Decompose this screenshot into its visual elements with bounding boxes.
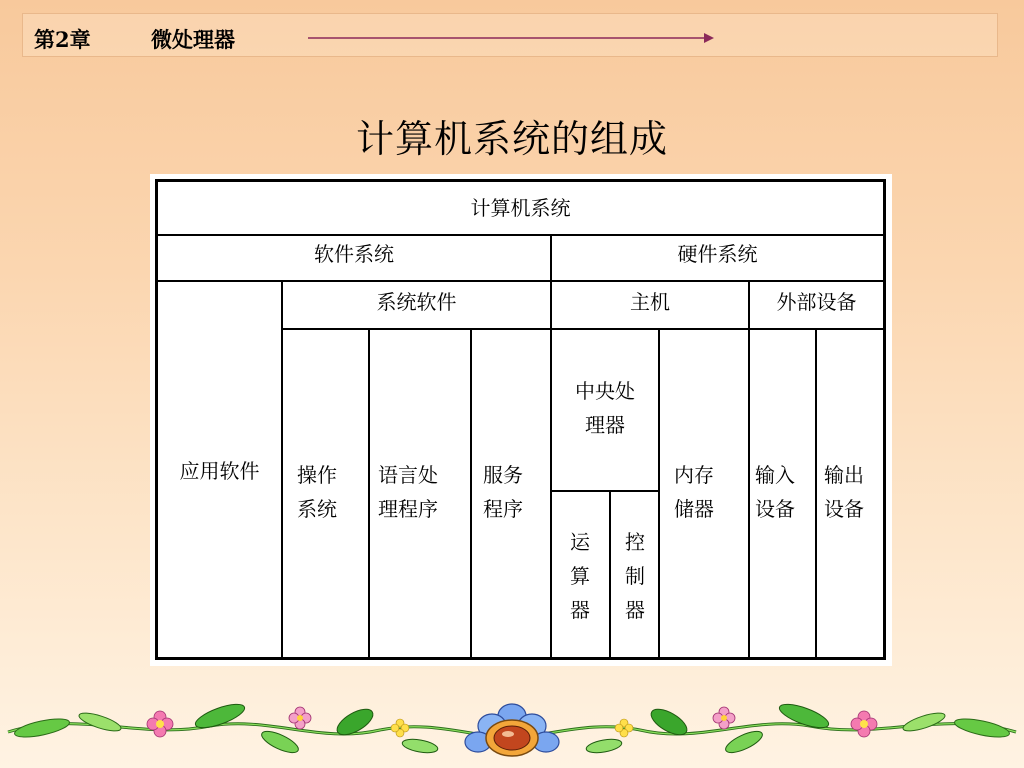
header-bar (22, 13, 998, 57)
table-line (281, 328, 883, 330)
cell-output-device (824, 458, 864, 526)
cell-operating-system (297, 458, 337, 526)
cell-line: 制 (625, 564, 645, 588)
table-line (470, 328, 472, 657)
arrow-decoration (308, 28, 718, 48)
cell-language-processor (378, 458, 438, 526)
composition-table (150, 174, 892, 666)
chapter-number: 第2章 (34, 27, 91, 52)
cell-line: 设备 (824, 497, 864, 521)
cell-line: 系统 (297, 497, 337, 521)
table-line (551, 490, 659, 492)
cell-software-system: 软件系统 (314, 242, 394, 266)
cell-cpu (551, 374, 659, 442)
table-line (368, 328, 370, 657)
cell-line: 程序 (483, 497, 523, 521)
cell-main-memory (674, 458, 714, 526)
cell-line: 储器 (674, 497, 714, 521)
cell-service-program (483, 458, 523, 526)
table-line (815, 328, 817, 657)
cell-line: 算 (570, 564, 590, 588)
cell-controller (611, 525, 659, 627)
cell-line: 器 (570, 598, 590, 622)
table-line (281, 280, 283, 657)
cell-line: 运 (570, 530, 590, 554)
cell-line: 中央处 (575, 379, 635, 403)
cell-line: 输出 (824, 463, 864, 487)
cell-host: 主机 (630, 290, 670, 314)
cell-line: 器 (625, 598, 645, 622)
cell-line: 内存 (674, 463, 714, 487)
cell-hardware-system: 硬件系统 (677, 242, 758, 266)
floral-vine-decoration (0, 688, 1024, 768)
cell-application-software: 应用软件 (179, 459, 260, 483)
cell-line: 理程序 (378, 497, 438, 521)
table-line (748, 280, 750, 657)
cell-line: 操作 (297, 463, 337, 487)
cell-computer-system: 计算机系统 (470, 196, 571, 220)
cell-line: 设备 (755, 497, 795, 521)
cell-line: 服务 (483, 463, 523, 487)
cell-alu (551, 525, 609, 627)
cell-system-software: 系统软件 (376, 290, 457, 314)
slide-title: 计算机系统的组成 (355, 117, 668, 161)
table-line (158, 234, 883, 236)
chapter-title: 微处理器 (151, 27, 235, 52)
cell-input-device (755, 458, 795, 526)
cell-line: 语言处 (378, 463, 438, 487)
table-border (155, 179, 886, 660)
table-line (158, 280, 883, 282)
cell-line: 控 (625, 530, 645, 554)
cell-line: 输入 (755, 463, 795, 487)
cell-line: 理器 (585, 413, 625, 437)
cell-peripherals: 外部设备 (776, 290, 857, 314)
